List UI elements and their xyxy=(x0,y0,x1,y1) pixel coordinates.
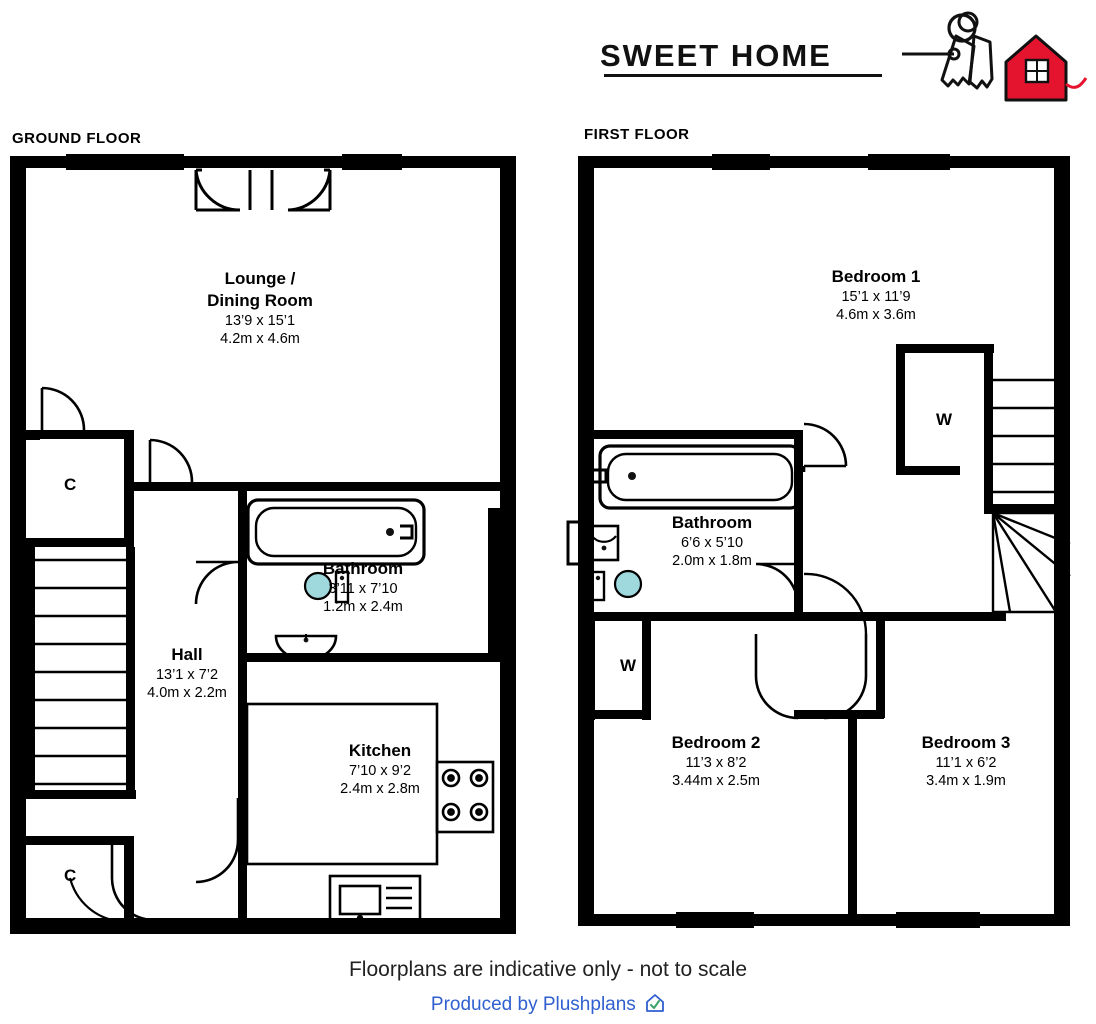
room-label-bathroom: Bathroom 3’11 x 7’10 1.2m x 2.4m xyxy=(322,559,404,616)
ground-floor-plan xyxy=(0,148,530,938)
first-floor-label: FIRST FLOOR xyxy=(584,126,690,143)
room-label-bathroom-first: Bathroom 6’6 x 5’10 2.0m x 1.8m xyxy=(671,513,753,570)
ground-floor-label: GROUND FLOOR xyxy=(12,130,142,147)
room-label-bedroom3: Bedroom 3 11’1 x 6’2 3.4m x 1.9m xyxy=(921,733,1011,790)
producer-credit-text: Produced by Plushplans xyxy=(430,994,636,1015)
plushplans-house-icon xyxy=(645,993,665,1019)
room-label-bedroom1: Bedroom 1 15’1 x 11’9 4.6m x 3.6m xyxy=(831,267,921,324)
producer-credit xyxy=(0,993,1096,1019)
room-label-kitchen: Kitchen 7’10 x 9’2 2.4m x 2.8m xyxy=(340,741,420,798)
wardrobe-label-top: W xyxy=(936,410,953,429)
room-label-hall: Hall 13’1 x 7’2 4.0m x 2.2m xyxy=(147,645,227,702)
closet-label-top: C xyxy=(64,475,77,494)
room-label-bedroom2: Bedroom 2 11’3 x 8’2 3.44m x 2.5m xyxy=(671,733,761,790)
keyring-house-keys-icon xyxy=(890,6,1090,110)
wardrobe-label-bottom: W xyxy=(620,656,637,675)
first-floor-plan xyxy=(566,144,1086,938)
page-title: SWEET HOME xyxy=(600,38,832,73)
title-underline xyxy=(604,74,882,77)
disclaimer-text: Floorplans are indicative only - not to scale xyxy=(348,958,748,981)
room-label-lounge: Lounge / Dining Room 13’9 x 15’1 4.2m x 4.6m xyxy=(207,269,313,348)
closet-label-bottom: C xyxy=(64,866,77,885)
